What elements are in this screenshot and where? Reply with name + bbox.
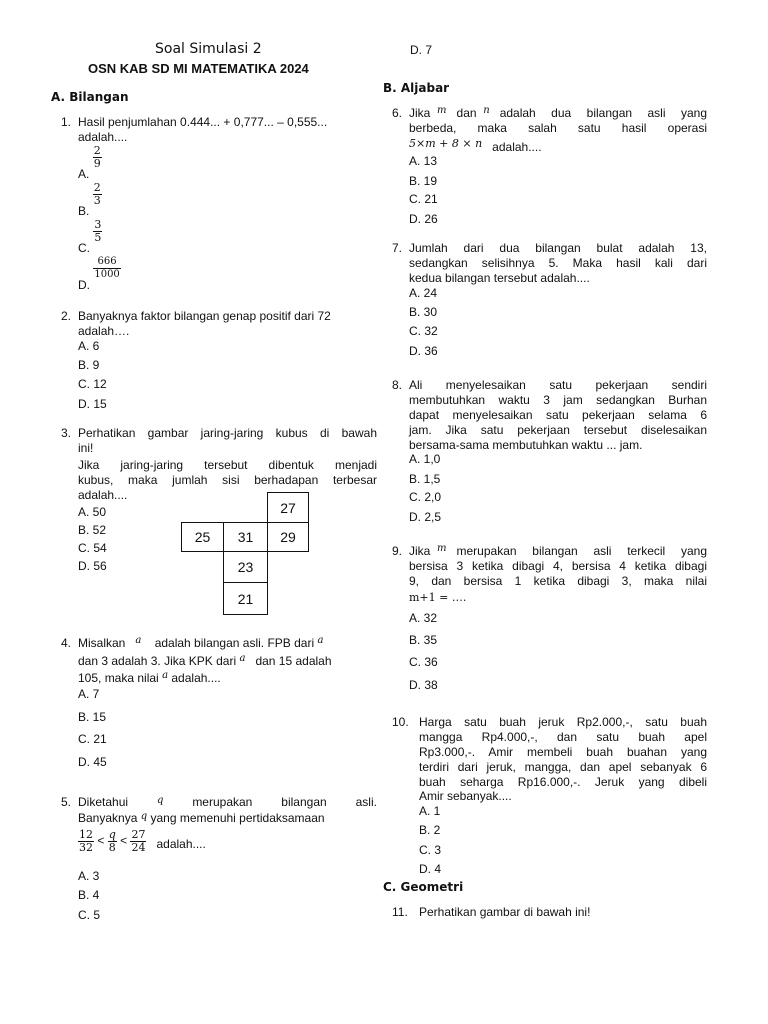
q3-option: D. 56 [78,559,107,573]
q3-text-line: Jika jaring-jaring tersebut dibentuk menjadi [78,458,377,472]
q7-number: 7. [392,241,403,255]
q5-inequality: $\frac{12}{32}$ < $\frac{q}{8}$ < $\frac{27}{24}$ adalah.... [79,828,206,854]
q2-text-line: adalah…. [78,324,130,338]
q5-option: C. 5 [78,908,101,922]
q10-text-line: mangga Rp4.000,-, dan satu buah apel [419,730,707,744]
q6-text-line: Jika m dan n adalah dua bilangan asli yang [409,105,707,120]
q9-option: D. 38 [409,678,438,692]
q1-number: 1. [61,115,72,129]
q9-option: A. 32 [409,611,438,625]
q10-option: B. 2 [419,823,441,837]
q2-option: A. 6 [78,339,100,353]
q10-text-line: Rp3.000,-. Amir membeli buah buahan yang [419,745,707,759]
q9-text-line: bersisa 3 ketika dibagi 4, bersisa 4 ketika dibagi [409,559,707,573]
q7-option: D. 36 [409,344,438,358]
q8-text-line: dapat menyelesaikan satu pekerjaan selama 6 [409,408,707,422]
fraction: $\frac{12}{32}$ [79,828,93,854]
q3-number: 3. [61,426,72,440]
q2-option: C. 12 [78,377,107,391]
q1-text-line: adalah.... [78,130,128,144]
q4-option: C. 21 [78,732,107,746]
q7-option: A. 24 [409,286,438,300]
section-heading-aljabar: B. Aljabar [383,81,450,95]
q9-expression: m+1 = …. [409,591,467,604]
q1-text-line: Hasil penjumlahan 0.444... + 0,777... – 0,555... [78,115,328,129]
section-heading-bilangan: A. Bilangan [51,90,129,104]
q3-text-line: adalah.... [78,488,128,502]
q3-text-line: Perhatikan gambar jaring-jaring kubus di bawah [78,426,377,440]
q7-text-line: kedua bilangan tersebut adalah.... [409,271,590,285]
q3-text-line: kubus, maka jumlah sisi berhadapan terbesar [78,473,377,487]
option-label: A. [78,166,90,181]
q6-text-line: 5×m + 8 × n adalah.... [409,137,542,154]
q9-option: C. 36 [409,655,438,669]
option-label: D. [78,277,90,292]
q8-option: D. 2,5 [409,510,442,524]
q10-number: 10. [392,715,409,729]
net-face-top: 27 [267,492,309,523]
q4-option: D. 45 [78,755,107,769]
fraction: $\frac{2}{9}$ [93,144,101,170]
q4-number: 4. [61,636,72,650]
q10-option: D. 4 [419,862,442,876]
option-label: B. [78,203,90,218]
net-face-left: 25 [181,522,224,552]
net-face-center: 31 [223,522,268,552]
q8-text-line: bersama-sama membutuhkan waktu ... jam. [409,438,643,452]
fraction: $\frac{3}{5}$ [94,218,102,244]
fraction: $\frac{q}{8}$ [108,828,116,854]
q4-text-line: Misalkan $^a$ adalah bilangan asli. FPB dari $^a$ [78,635,324,650]
q9-text-line: 9, dan bersisa 1 ketika dibagi 3, maka nilai [409,574,707,588]
q1-option-c [78,218,102,255]
q8-text-line: Ali menyelesaikan satu pekerjaan sendiri [409,378,707,392]
q1-option-b [78,181,102,218]
q6-number: 6. [392,106,403,120]
q10-text-line: terdiri dari jeruk, mangga, dan apel sebanyak 6 [419,760,707,774]
q5-number: 5. [61,795,72,809]
q1-option-a [78,144,102,181]
q10-option: C. 3 [419,843,442,857]
q6-option: A. 13 [409,154,438,168]
net-face-below: 23 [223,551,268,583]
q2-text-line: Banyaknya faktor bilangan genap positif dari 72 [78,309,331,323]
option-label: C. [78,240,90,255]
q1-option-d [78,256,121,292]
q10-text-line: Amir sebanyak.... [419,789,512,803]
q7-text-line: Jumlah dari dua bilangan bulat adalah 13, [409,241,707,255]
q9-option: B. 35 [409,633,438,647]
q3-text-line: ini! [78,441,94,455]
q6-option: D. 26 [409,212,438,226]
net-face-bottom: 21 [223,582,268,615]
q3-option: C. 54 [78,541,107,555]
page-title: Soal Simulasi 2 [155,41,262,57]
q5-text-line: Banyaknya $^q$ yang memenuhi pertidaksamaan [78,811,325,825]
q7-text-line: sedangkan selisihnya 5. Maka hasil kali dari [409,256,707,270]
page-subtitle: OSN KAB SD MI MATEMATIKA 2024 [88,61,309,76]
q10-option: A. 1 [419,804,441,818]
q7-option: C. 32 [409,324,438,338]
q5-option: A. 3 [78,869,100,883]
q8-number: 8. [392,378,403,392]
q2-number: 2. [61,309,72,323]
q5-option: D. 7 [410,43,433,57]
q6-text-line: berbeda, maka salah satu hasil operasi [409,121,707,135]
q8-option: A. 1,0 [409,452,441,466]
q4-option: B. 15 [78,710,107,724]
q8-option: B. 1,5 [409,472,441,486]
q10-text-line: buah seharga Rp16.000,-. Jeruk yang dibeli [419,775,707,789]
q5-text-line: Diketahui q merupakan bilangan asli. [78,795,377,809]
q11-text: Perhatikan gambar di bawah ini! [419,905,591,919]
q11-number: 11. [392,905,408,919]
section-heading-geometri: C. Geometri [383,880,464,894]
q4-text-line: 105, maka nilai $^a$ adalah.... [78,670,221,685]
q3-option: A. 50 [78,505,107,519]
q4-text-line: dan 3 adalah 3. Jika KPK dari $^a$ dan 15 adalah [78,653,332,668]
q6-option: C. 21 [409,192,438,206]
q9-number: 9. [392,544,403,558]
q8-text-line: membutuhkan waktu 3 jam sedangkan Burhan [409,393,707,407]
fraction: $\frac{666}{1000}$ [94,256,120,280]
q9-text-line: Jika m merupakan bilangan asli terkecil yang [409,543,707,558]
q8-option: C. 2,0 [409,490,442,504]
q10-text-line: Harga satu buah jeruk Rp2.000,-, satu buah [419,715,707,729]
q2-option: B. 9 [78,358,100,372]
q8-text-line: jam. Jika satu pekerjaan tersebut diselesaikan [409,423,707,437]
fraction: $\frac{2}{3}$ [93,181,101,207]
q6-option: B. 19 [409,174,438,188]
net-face-right: 29 [267,522,309,552]
q3-option: B. 52 [78,523,107,537]
q5-option: B. 4 [78,888,100,902]
fraction: $\frac{27}{24}$ [131,828,146,854]
q2-option: D. 15 [78,397,107,411]
q4-option: A. 7 [78,687,100,701]
q7-option: B. 30 [409,305,438,319]
